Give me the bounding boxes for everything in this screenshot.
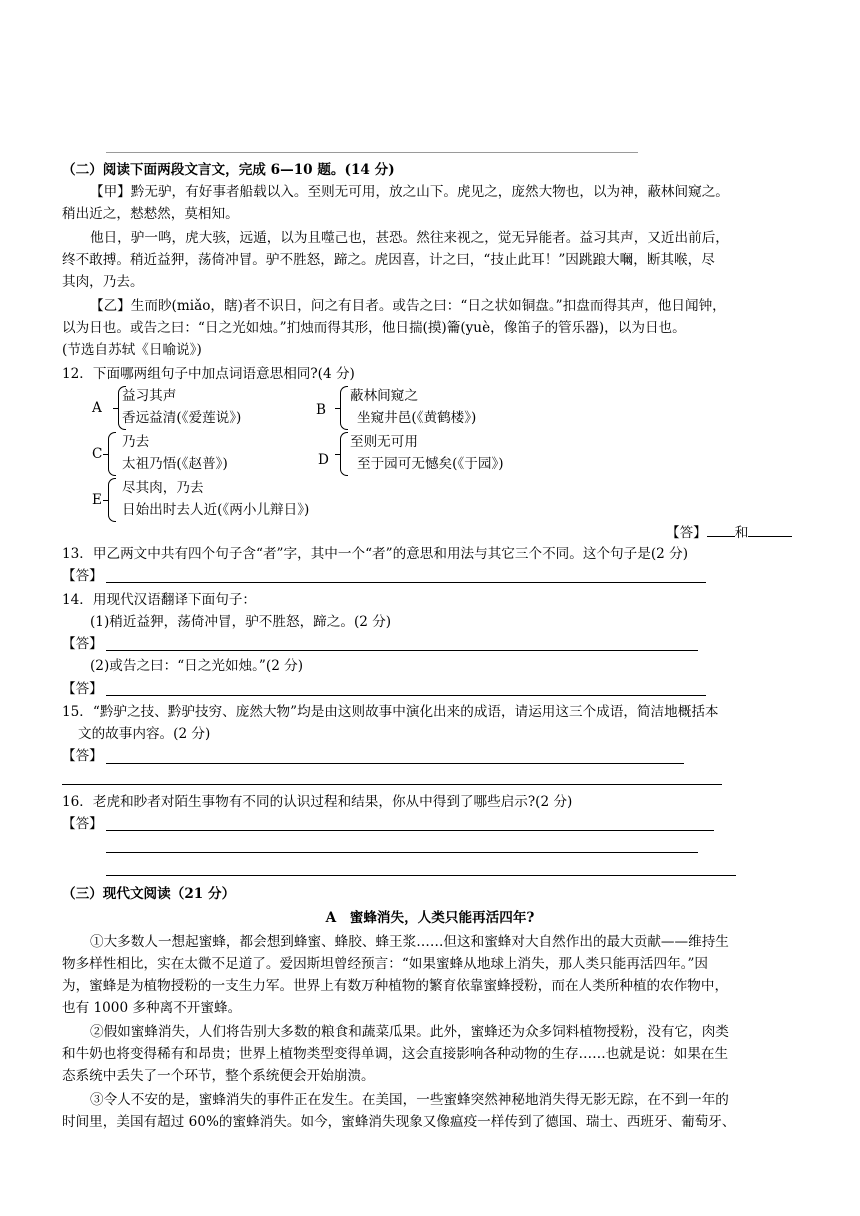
question-14-sub-1: (1)稍近益狎，荡倚冲冒，驴不胜怒，蹄之。(2 分) [90,614,392,630]
option-c-sentence-2: 太祖乃悟(《赵普》) [122,456,228,472]
option-e-sentence-1: 尽其肉，乃去 [122,480,204,496]
answer-line[interactable] [106,830,714,831]
question-14-answer-label: 【答】 [62,636,103,652]
answer-line[interactable] [106,582,706,583]
option-c-brace [108,432,116,476]
question-15-stem: 文的故事内容。(2 分) [78,726,211,742]
article-line: ②假如蜜蜂消失，人们将告别大多数的粮食和蔬菜瓜果。此外，蜜蜂还为众多饲料植物授粉，没有它，肉类 [90,1024,729,1040]
article-line: 为，蜜蜂是为植物授粉的一支生力军。世界上有数万种植物的繁育依靠蜜蜂授粉，而在人类所种植的农作物中， [62,978,729,994]
passage-jia-line: 他日，驴一鸣，虎大骇，远遁，以为且噬己也，甚恐。然往来视之，觉无异能者。益习其声，又近出前后， [90,230,729,246]
question-12-stem: 12．下面哪两组句子中加点词语意思相同?(4 分) [62,366,355,382]
question-12-answer [666,522,792,543]
passage-jia-line: 终不敢搏。稍近益狎，荡倚冲冒。驴不胜怒，蹄之。虎因喜，计之曰，“技止此耳！”因跳踉大㘎，断其喉，尽 [62,252,715,268]
option-b-sentence-1: 蔽林间窥之 [350,388,418,404]
option-a-sentence-1: 益习其声 [122,388,177,404]
option-d-label: D [318,452,329,468]
answer-label: 【答】 [666,525,707,541]
question-16-answer-label: 【答】 [62,816,103,832]
answer-and: 和 [734,525,749,541]
option-d-brace [340,432,348,476]
answer-line[interactable] [106,852,698,853]
answer-line[interactable] [106,763,684,764]
question-13-answer-label: 【答】 [62,568,103,584]
answer-blank-2[interactable] [748,522,792,537]
article-line: 物多样性相比，实在太微不足道了。爱因斯坦曾经预言：“如果蜜蜂从地球上消失，那人类只能再活四年。”因 [62,956,709,972]
option-b-label: B [316,402,326,418]
answer-blank-1[interactable] [707,522,735,537]
answer-line[interactable] [106,650,698,651]
passage-source: (节选自苏轼《日喻说》) [62,342,202,358]
article-line: ①大多数人一想起蜜蜂，都会想到蜂蜜、蜂胶、蜂王浆……但这和蜜蜂对大自然作出的最大贡献——维持生 [90,934,729,950]
question-14-answer-label: 【答】 [62,681,103,697]
article-line: 态系统中丢失了一个环节，整个系统便会开始崩溃。 [62,1068,375,1084]
option-b-brace [340,386,348,430]
option-e-sentence-2: 日始出时去人近(《两小儿辩日》) [122,502,310,518]
passage-yi-line: 【乙】生而眇(miǎo，瞎)者不识日，问之有目者。或告之曰：“日之状如铜盘。”扣盘而得其声，他日闻钟， [90,298,726,314]
option-a-label: A [92,400,102,416]
answer-line[interactable] [106,695,706,696]
article-title: A 蜜蜂消失，人类只能再活四年? [325,910,535,926]
header-rule [106,152,638,153]
answer-line[interactable] [106,875,736,876]
question-15-answer-label: 【答】 [62,748,103,764]
question-14-sub-2: (2)或告之曰：“日之光如烛。”(2 分) [90,658,304,674]
passage-jia-line: 【甲】黔无驴，有好事者船载以入。至则无可用，放之山下。虎见之，庞然大物也，以为神，蔽林间窥之。 [90,184,729,200]
option-c-sentence-1: 乃去 [122,434,150,450]
section3-heading: （三）现代文阅读（21 分） [62,886,236,902]
question-13-stem: 13．甲乙两文中共有四个句子含“者”字，其中一个“者”的意思和用法与其它三个不同。这个句子是(2 分) [62,546,689,562]
article-line: 时间里，美国有超过 60%的蜜蜂消失。如今，蜜蜂消失现象又像瘟疫一样传到了德国、瑞士、西班牙、葡萄牙、 [62,1114,736,1130]
passage-jia-line: 其肉，乃去。 [62,274,144,290]
question-15-stem: 15．“黔驴之技、黔驴技穷、庞然大物”均是由这则故事中演化出来的成语，请运用这三个成语，简洁地概括本 [62,704,719,720]
option-e-label: E [92,492,102,508]
passage-yi-line: 以为日也。或告之曰：“日之光如烛。”扪烛而得其形，他日揣(摸)籥(yuè，像笛子的管乐器)，以为日也。 [62,320,686,336]
option-b-sentence-2: 坐窥井邑(《黄鹤楼》) [357,410,477,426]
option-d-sentence-1: 至则无可用 [350,434,418,450]
option-a-sentence-2: 香远益清(《爱莲说》) [122,410,242,426]
passage-jia-line: 稍出近之，慭慭然，莫相知。 [62,206,239,222]
option-d-sentence-2: 至于园可无憾矣(《于园》) [357,456,504,472]
option-c-label: C [92,446,103,462]
article-line: ③令人不安的是，蜜蜂消失的事件正在发生。在美国，一些蜜蜂突然神秘地消失得无影无踪，在不到一年的 [90,1092,729,1108]
question-16-stem: 16．老虎和眇者对陌生事物有不同的认识过程和结果，你从中得到了哪些启示?(2 分) [62,794,573,810]
article-line: 也有 1000 多种离不开蜜蜂。 [62,1000,242,1016]
article-line: 和牛奶也将变得稀有和昂贵；世界上植物类型变得单调，这会直接影响各种动物的生存……也就是说：如果在生 [62,1046,729,1062]
section2-heading: （二）阅读下面两段文言文，完成 6—10 题。(14 分) [62,162,395,178]
answer-line[interactable] [62,784,722,785]
question-14-stem: 14．用现代汉语翻译下面句子： [62,592,257,608]
option-e-brace [108,478,116,522]
